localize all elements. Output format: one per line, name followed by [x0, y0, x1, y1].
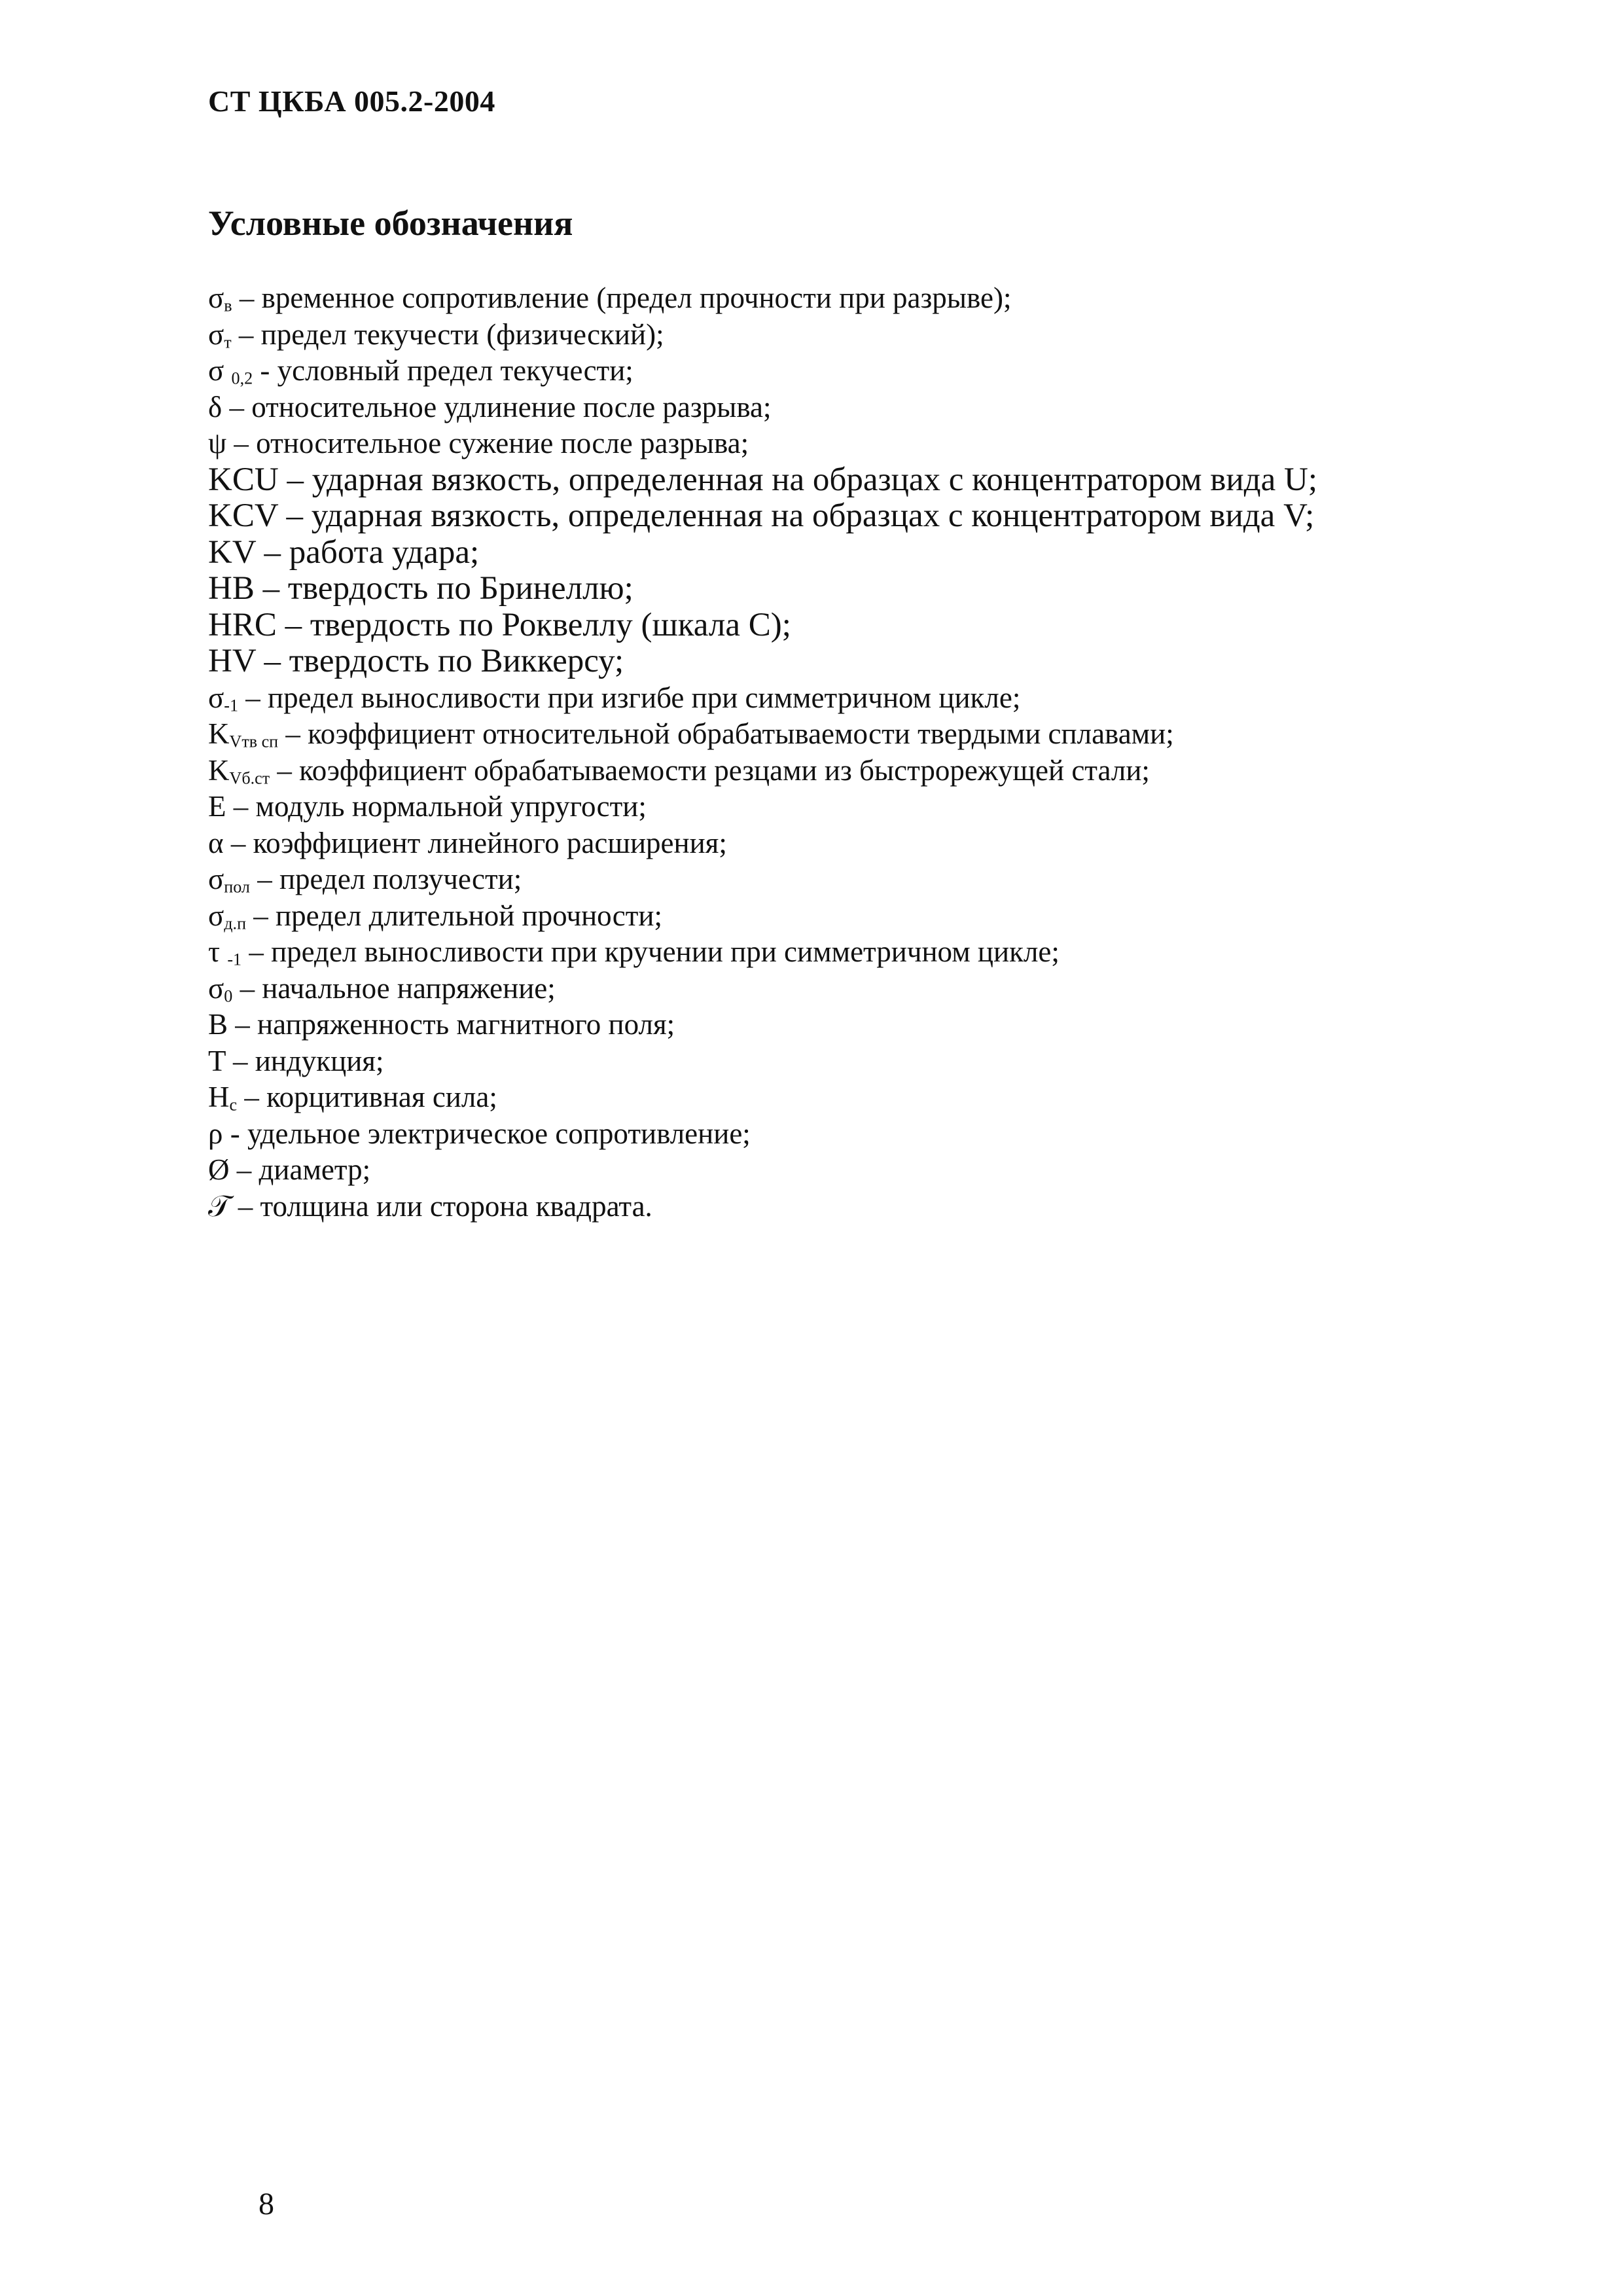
symbol-notation: α: [208, 826, 224, 859]
page-number: 8: [259, 2187, 274, 2221]
symbol-definition: [208, 716, 1530, 753]
symbol-definition: [208, 643, 1530, 680]
symbol-description: – коэффициент относительной обрабатываемости твердыми сплавами;: [278, 717, 1174, 750]
symbol-notation: K: [208, 753, 230, 787]
symbol-definition: [208, 971, 1530, 1007]
symbol-definition: [208, 1007, 1530, 1043]
symbol-notation: 𝒯: [208, 1189, 231, 1223]
symbol-notation: σ: [208, 863, 224, 895]
symbol-notation: σ: [208, 354, 232, 387]
symbol-definition: [208, 1043, 1530, 1080]
symbol-definition: [208, 789, 1530, 825]
symbol-notation: KV: [208, 533, 256, 571]
symbol-description: – ударная вязкость, определенная на образцах с концентратором вида U;: [278, 461, 1317, 498]
symbol-subscript: д.п: [224, 914, 247, 933]
symbol-notation: K: [208, 717, 230, 750]
symbol-notation: KCV: [208, 497, 278, 534]
symbol-subscript: -1: [227, 950, 242, 969]
symbol-notation: HV: [208, 643, 256, 679]
symbol-definition: [208, 861, 1530, 898]
symbol-description: – толщина или сторона квадрата.: [230, 1189, 652, 1223]
symbol-description: – твердость по Бринеллю;: [254, 570, 633, 607]
symbol-subscript: 0,2: [231, 368, 253, 388]
symbol-notation: ρ: [208, 1117, 223, 1150]
symbol-notation: σ: [208, 681, 224, 714]
symbol-notation: ψ: [208, 427, 227, 459]
symbol-description: – предел текучести (физический);: [231, 317, 664, 351]
symbol-description: – начальное напряжение;: [232, 971, 556, 1005]
symbol-description: – временное сопротивление (предел прочности при разрыве);: [232, 281, 1012, 314]
symbol-definition: [208, 898, 1530, 935]
symbol-definition: [208, 607, 1530, 644]
symbol-description: – твердость по Роквеллу (шкала С);: [276, 606, 791, 643]
symbol-notation: σ: [208, 317, 224, 351]
symbol-subscript: т: [224, 332, 232, 352]
symbol-description: - условный предел текучести;: [253, 354, 633, 387]
symbol-definition: [208, 389, 1530, 426]
symbol-definition: [208, 1152, 1530, 1189]
symbol-notation: δ: [208, 390, 223, 423]
symbol-subscript: в: [224, 296, 232, 315]
symbol-definition: [208, 571, 1530, 607]
symbol-description: – коэффициент обрабатываемости резцами из быстрорежущей стали;: [270, 753, 1150, 787]
symbol-description: – индукция;: [225, 1044, 384, 1077]
symbol-description: – предел выносливости при изгибе при симметричном цикле;: [238, 681, 1021, 714]
symbol-notation: σ: [208, 971, 224, 1005]
symbol-notation: σ: [208, 899, 224, 932]
symbol-description: – корцитивная сила;: [237, 1081, 497, 1113]
symbol-description: – предел выносливости при кручении при симметричном цикле;: [241, 935, 1060, 968]
symbol-description: – диаметр;: [229, 1153, 371, 1186]
symbol-definition: [208, 753, 1530, 789]
symbol-notation: Ø: [208, 1153, 230, 1186]
symbol-definition: [208, 1189, 1530, 1225]
symbol-description: – модуль нормальной упругости;: [226, 790, 647, 823]
symbol-notation: HB: [208, 570, 255, 607]
symbol-description: – относительное сужение после разрыва;: [226, 427, 749, 459]
symbol-notation: HRC: [208, 606, 277, 643]
symbol-definition: [208, 353, 1530, 389]
symbol-description: – напряженность магнитного поля;: [228, 1008, 675, 1041]
symbol-definition: [208, 462, 1530, 499]
symbol-definition: [208, 317, 1530, 353]
document-header: СТ ЦКБА 005.2-2004: [208, 84, 495, 118]
symbols-list: [208, 280, 1530, 1225]
symbol-notation: τ: [208, 935, 228, 968]
section-title: Условные обозначения: [208, 204, 573, 243]
symbol-subscript: 0: [224, 986, 233, 1006]
symbol-notation: σ: [208, 281, 224, 314]
symbol-subscript: пол: [224, 877, 250, 897]
symbol-description: – работа удара;: [255, 533, 480, 571]
symbol-notation: B: [208, 1008, 228, 1041]
symbol-definition: [208, 934, 1530, 971]
symbol-definition: [208, 498, 1530, 535]
symbol-definition: [208, 425, 1530, 462]
symbol-description: - удельное электрическое сопротивление;: [223, 1117, 751, 1150]
symbol-notation: T: [208, 1044, 226, 1077]
symbol-definition: [208, 825, 1530, 862]
symbol-notation: H: [208, 1081, 230, 1113]
symbol-definition: [208, 1116, 1530, 1153]
symbol-notation: KCU: [208, 461, 279, 498]
symbol-notation: E: [208, 790, 226, 823]
symbol-subscript: c: [229, 1095, 238, 1115]
symbol-description: – относительное удлинение после разрыва;: [222, 390, 772, 423]
symbol-subscript: Vб.ст: [229, 768, 270, 788]
symbol-description: – коэффициент линейного расширения;: [223, 826, 727, 859]
symbol-definition: [208, 1079, 1530, 1116]
symbol-subscript: -1: [224, 696, 239, 715]
symbol-definition: [208, 280, 1530, 317]
symbol-description: – твердость по Виккерсу;: [255, 643, 624, 679]
symbol-description: – предел ползучести;: [249, 863, 522, 895]
symbol-description: – ударная вязкость, определенная на образцах с концентратором вида V;: [277, 497, 1315, 534]
symbol-definition: [208, 680, 1530, 717]
symbol-description: – предел длительной прочности;: [246, 899, 663, 932]
symbol-subscript: Vтв сп: [229, 732, 279, 751]
symbol-definition: [208, 535, 1530, 571]
